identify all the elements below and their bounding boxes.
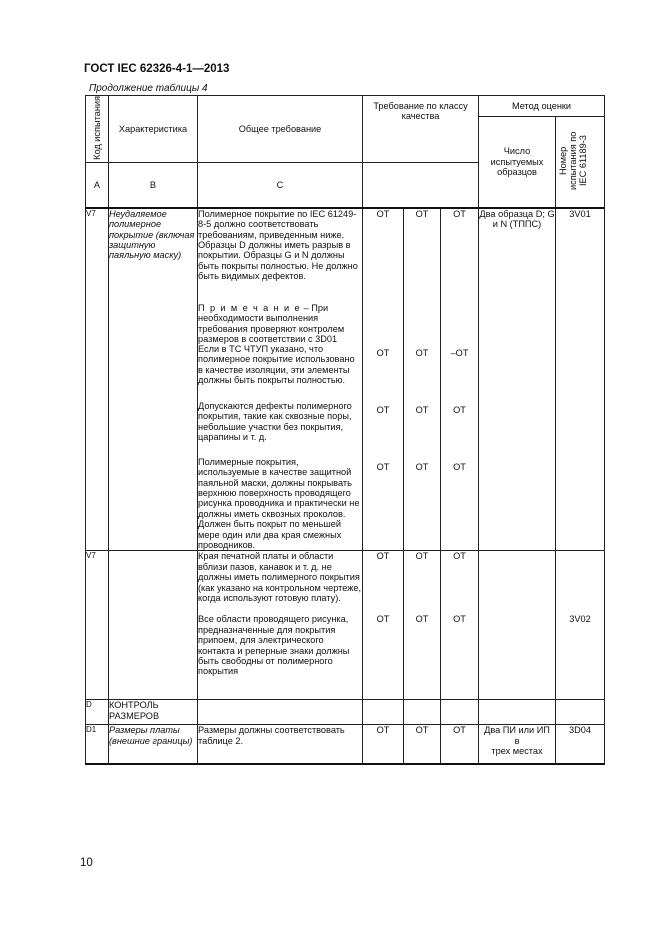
class-a-cell: ОТ [363, 725, 404, 764]
requirement-cell [198, 208, 363, 551]
column-characteristic: Характеристика [109, 96, 198, 163]
class-c-cell: ОТ –ОТ ОТ ОТ [441, 208, 479, 551]
column-specimen-count: Число испытуемых образцов [479, 117, 556, 208]
column-class-requirement: Требование по классу качества [363, 96, 479, 163]
table-header [86, 96, 605, 208]
characteristic-cell: Размеры платы (внешние границы) [109, 725, 198, 764]
requirement-paragraph: Все области проводящего рисунка, предназначенные для покрытия припоем, для электрического контакта и реперные знаки должны быть свободны от полимерного покрытия [198, 614, 350, 677]
column-method: Метод оценки [479, 96, 605, 117]
test-code: V7 [86, 208, 109, 551]
class-a-cell: ОТ ОТ ОТ ОТ [363, 208, 404, 551]
class-b-cell: ОТ ОТ [404, 551, 441, 700]
class-b-cell: ОТ ОТ ОТ ОТ [404, 208, 441, 551]
test-code: D [86, 700, 109, 725]
class-a-cell: ОТ ОТ [363, 551, 404, 700]
page-number: 10 [80, 857, 93, 869]
test-code: D1 [86, 725, 109, 764]
section-heading: КОНТРОЛЬ РАЗМЕРОВ [109, 700, 198, 725]
test-number-cell: 3D04 [556, 725, 605, 764]
requirement-paragraph: Допускаются дефекты полимерного покрытия, такие как сквозные поры, небольшие участки без покрытия, царапины и т. д. [198, 400, 352, 442]
table-row [86, 551, 605, 700]
class-c-cell: ОТ [441, 725, 479, 764]
table-row [86, 725, 605, 764]
characteristic-cell [109, 551, 198, 700]
characteristic-cell: Неудаляемое полимерное покрытие (включая защитную паяльную маску) [109, 208, 198, 551]
table-continuation-caption: Продолжение таблицы 4 [89, 83, 208, 94]
class-c-cell: ОТ ОТ [441, 551, 479, 700]
specimens-cell: Два образца D; G и N (ТППС) [479, 208, 556, 551]
column-test-number: Номер испытания по IEC 61189-3 [556, 117, 605, 208]
requirement-cell: Размеры должны соответствовать таблице 2. [198, 725, 363, 764]
requirement-cell [198, 551, 363, 700]
document-header: ГОСТ IEC 62326-4-1—2013 [84, 63, 230, 75]
specimens-cell: Два ПИ или ИП в трех местах [479, 725, 556, 764]
requirement-note: П р и м е ч а н и е – При необходимости выполнения требования проверяют контролем размеров в соответствии с 3D01 [198, 302, 345, 344]
column-class-a: A [86, 163, 109, 208]
requirement-paragraph: Полимерное покрытие по IEC 61249-8-5 должно соответствовать требованиям, приведенным ниже. Образцы D должны иметь разрыв в покрытии. Образцы G и N должны быть покрыты полностью. Не должно быть видимых дефектов. [198, 208, 358, 282]
table-row [86, 700, 605, 725]
table-row [86, 208, 605, 551]
column-code: Код испытания [86, 96, 109, 163]
specimens-cell [479, 551, 556, 700]
column-class-b: B [109, 163, 198, 208]
test-number-cell: 3V02 [556, 551, 605, 700]
test-number-cell: 3V01 [556, 208, 605, 551]
test-code: V7 [86, 551, 109, 700]
class-b-cell: ОТ [404, 725, 441, 764]
requirement-paragraph: Если в ТС ЧТУП указано, что полимерное покрытие использовано в качестве изоляции, эти элементы должны быть покрыты полностью. [198, 343, 355, 385]
column-class-c: C [198, 163, 363, 208]
requirement-paragraph: Полимерные покрытия, используемые в качестве защитной паяльной маски, должны покрывать верхнюю поверхность проводящего рисунка проводника и практически не должны иметь сквозных проколов. Должен быть покрыт по меньшей мере один или два края смежных проводников. [198, 456, 360, 551]
column-general-requirement: Общее требование [198, 96, 363, 163]
requirement-paragraph: Края печатной платы и области вблизи пазов, канавок и т. д. не должны иметь полимерного покрытия (как указано на контрольном чертеже, когда используют готовую плату). [198, 551, 362, 604]
requirements-table [85, 95, 605, 765]
